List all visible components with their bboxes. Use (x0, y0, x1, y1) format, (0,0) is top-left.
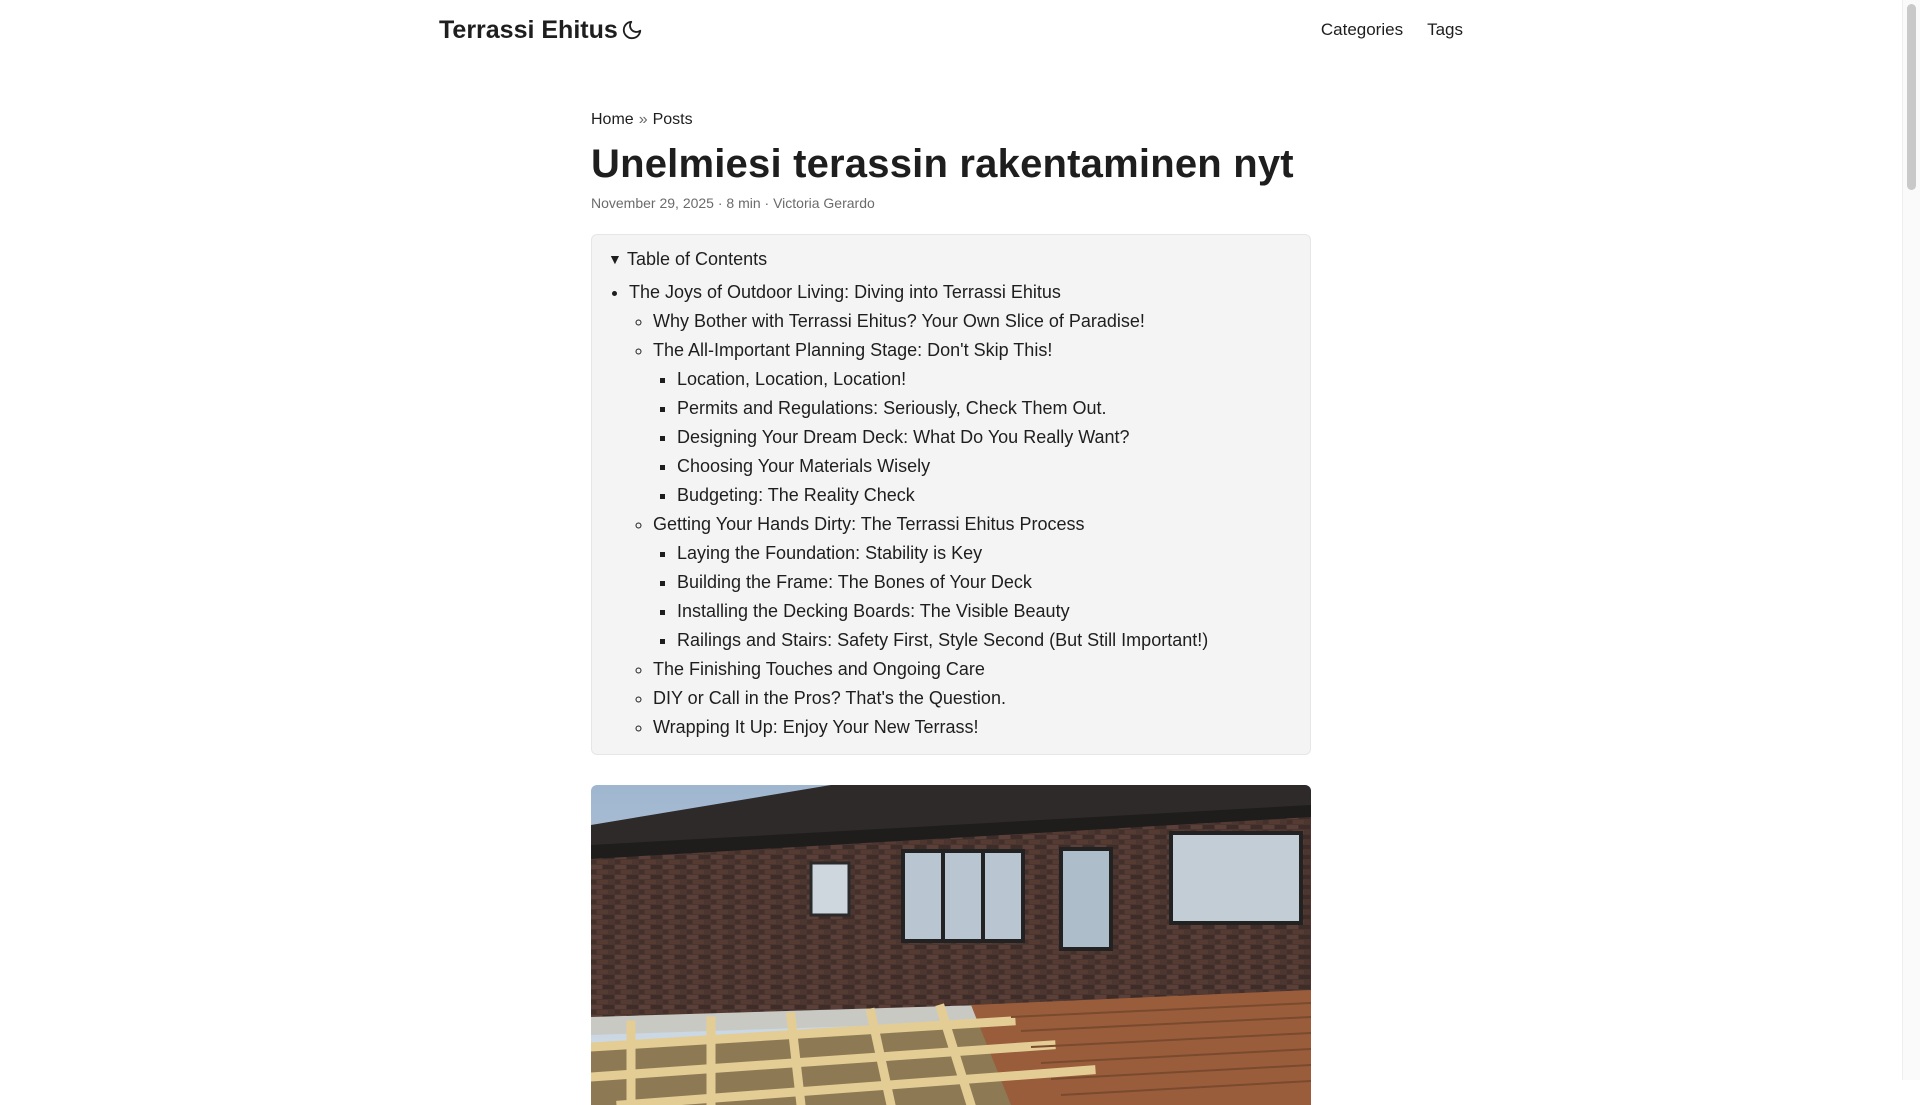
breadcrumb-posts[interactable]: Posts (652, 111, 693, 128)
breadcrumb-home[interactable]: Home (591, 111, 634, 128)
toc-item (677, 539, 1294, 568)
toc-sublist (653, 365, 1294, 510)
toc-item (653, 713, 1294, 742)
toc-link[interactable]: The Joys of Outdoor Living: Diving into Terrassi Ehitus (629, 282, 1061, 302)
breadcrumb (591, 108, 1311, 132)
site-logo[interactable]: Terrassi Ehitus (439, 16, 618, 44)
toc-sublist (629, 307, 1294, 742)
toc-link[interactable]: Building the Frame: The Bones of Your Deck (677, 572, 1032, 592)
toc-sublist (653, 539, 1294, 655)
main-nav (1321, 19, 1463, 41)
toc-link[interactable]: Choosing Your Materials Wisely (677, 456, 931, 476)
main-content (591, 108, 1311, 1105)
nav-categories[interactable]: Categories (1320, 20, 1404, 39)
toc-link[interactable]: Railings and Stairs: Safety First, Style Second (But Still Important!) (677, 630, 1209, 650)
scrollbar-thumb[interactable] (1907, 4, 1916, 190)
toc-item (653, 336, 1294, 510)
toc-item (653, 510, 1294, 655)
toc-item (653, 655, 1294, 684)
cover-image (591, 785, 1311, 1105)
toc-summary-label: Table of Contents (627, 249, 768, 269)
page-title: Unelmiesi terassin rakentaminen nyt (591, 142, 1294, 186)
toc-link[interactable]: Permits and Regulations: Seriously, Check Them Out. (677, 398, 1107, 418)
toc-item (677, 568, 1294, 597)
toc-item (629, 278, 1294, 742)
toc-list (608, 278, 1294, 742)
nav-tags[interactable]: Tags (1427, 20, 1463, 39)
toc-link[interactable]: Installing the Decking Boards: The Visible Beauty (677, 601, 1070, 621)
toc-link[interactable]: Why Bother with Terrassi Ehitus? Your Own Slice of Paradise! (653, 311, 1145, 331)
toc-item (677, 452, 1294, 481)
triangle-down-icon: ▼ (608, 251, 622, 267)
toc-link[interactable]: The Finishing Touches and Ongoing Care (653, 659, 985, 679)
toc-link[interactable]: Location, Location, Location! (677, 369, 907, 389)
toc-item (677, 365, 1294, 394)
breadcrumb-separator: » (638, 111, 648, 128)
toc-link[interactable]: Designing Your Dream Deck: What Do You Really Want? (677, 427, 1130, 447)
toc-item (677, 481, 1294, 510)
toc-link[interactable]: Laying the Foundation: Stability is Key (677, 543, 983, 563)
toc-item (677, 597, 1294, 626)
toc-summary[interactable] (608, 245, 1294, 274)
post-meta: November 29, 2025 · 8 min · Victoria Gerardo (591, 195, 875, 211)
toc-item (653, 684, 1294, 713)
toc-item (653, 307, 1294, 336)
toc-link[interactable]: Getting Your Hands Dirty: The Terrassi Ehitus Process (653, 514, 1085, 534)
toc-link[interactable]: Wrapping It Up: Enjoy Your New Terrass! (653, 717, 979, 737)
page-scrollbar[interactable] (1902, 0, 1920, 1080)
toc-link[interactable]: The All-Important Planning Stage: Don't Skip This! (653, 340, 1053, 360)
toc-item (677, 626, 1294, 655)
toc-item (677, 394, 1294, 423)
terrace-photo (591, 785, 1311, 1105)
table-of-contents (591, 234, 1311, 755)
toc-item (677, 423, 1294, 452)
moon-icon[interactable] (621, 19, 643, 41)
toc-link[interactable]: Budgeting: The Reality Check (677, 485, 915, 505)
site-header (439, 0, 1463, 60)
toc-link[interactable]: DIY or Call in the Pros? That's the Question. (653, 688, 1006, 708)
